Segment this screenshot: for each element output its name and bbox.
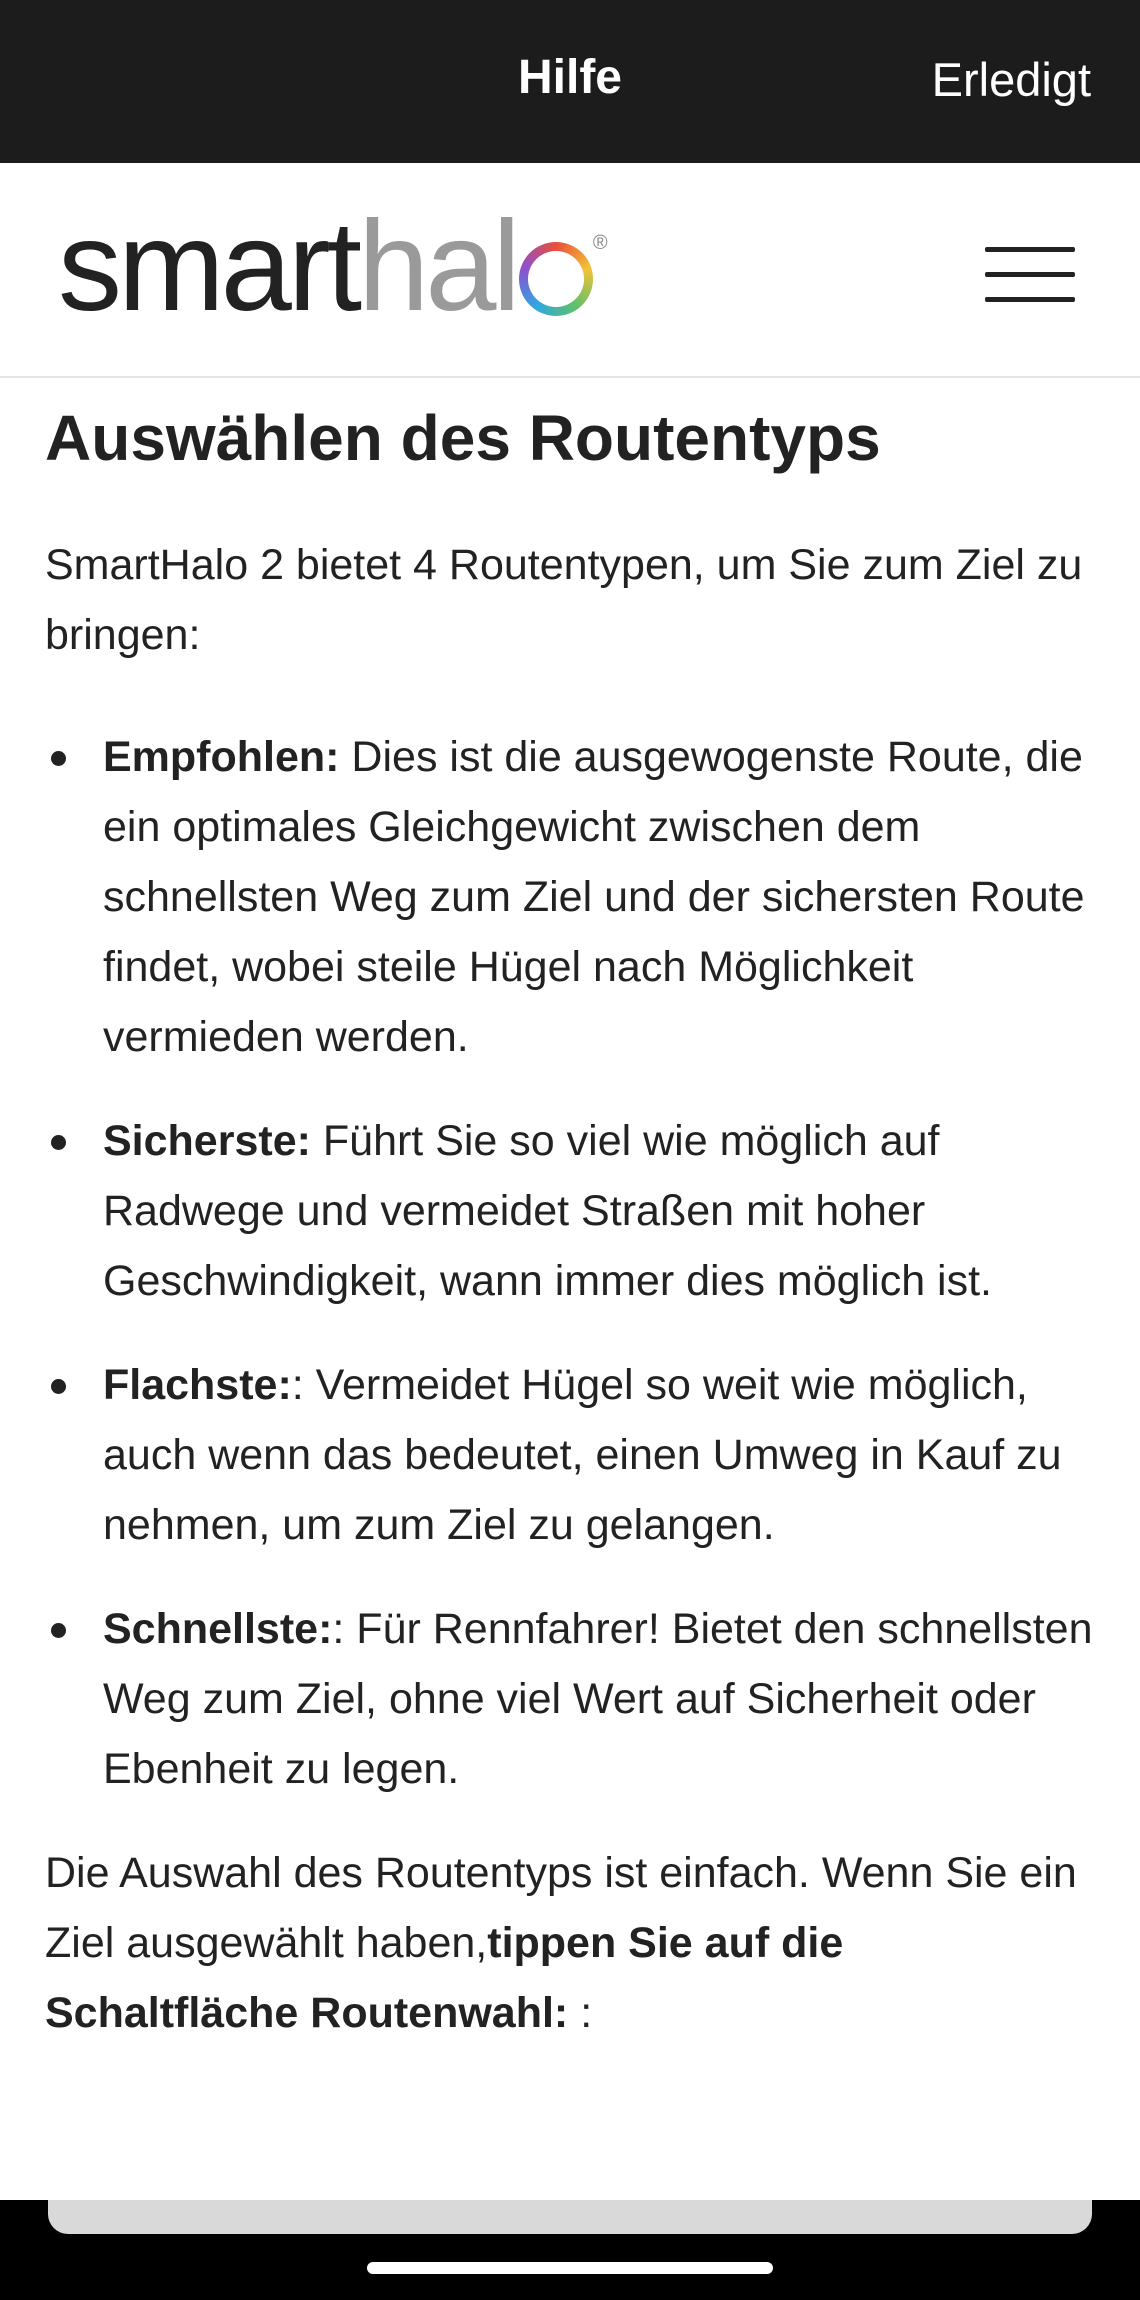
list-item — [45, 1350, 1095, 1560]
done-button[interactable]: Erledigt — [931, 53, 1091, 106]
sheet-bottom-edge — [48, 2200, 1092, 2234]
hamburger-menu-icon[interactable] — [985, 247, 1075, 303]
help-webview — [0, 163, 1140, 2200]
bullet-icon — [51, 1135, 66, 1150]
home-indicator[interactable] — [367, 2262, 773, 2274]
outro-text: Die Auswahl des Routentyps ist einfach. Wenn Sie ein Ziel ausgewählt haben, — [45, 1849, 1077, 1967]
route-term: Empfohlen: — [103, 733, 340, 781]
site-header — [0, 163, 1140, 378]
route-type-list — [45, 722, 1095, 1804]
outro-instruction: tippen Sie auf die Schaltfläche Routenwahl: — [45, 1919, 844, 2037]
bullet-icon — [51, 751, 66, 766]
route-description: : Vermeidet Hügel so weit wie möglich, auch wenn das bedeutet, einen Umweg in Kauf zu nehmen, um zum Ziel zu gelangen. — [103, 1361, 1062, 1549]
logo-halo-ring — [519, 242, 593, 316]
route-term: Flachste: — [103, 1361, 292, 1409]
bullet-icon — [51, 1379, 66, 1394]
logo-text-smart: smart — [58, 195, 358, 338]
list-item — [45, 1594, 1095, 1804]
logo-registered-mark: ® — [592, 232, 608, 254]
logo-text-halo: hal — [358, 195, 517, 338]
navigation-bar — [0, 0, 1140, 163]
route-term: Sicherste: — [103, 1117, 311, 1165]
article-content — [0, 378, 1140, 2048]
smarthalo-logo[interactable] — [58, 195, 608, 338]
outro-tail: : — [568, 1989, 593, 2037]
intro-paragraph: SmartHalo 2 bietet 4 Routentypen, um Sie zum Ziel zu bringen: — [45, 541, 1083, 659]
list-item — [45, 1106, 1095, 1316]
outro-paragraph — [45, 1838, 1095, 2048]
nav-title: Hilfe — [517, 51, 622, 104]
list-item — [45, 722, 1095, 1072]
route-description: Dies ist die ausgewogenste Route, die ein optimales Gleichgewicht zwischen dem schnellsten Weg zum Ziel und der sichersten Route findet, wobei steile Hügel nach Möglichkeit vermieden werden. — [103, 733, 1085, 1061]
bullet-icon — [51, 1623, 66, 1638]
route-description: : Für Rennfahrer! Bietet den schnellsten Weg zum Ziel, ohne viel Wert auf Sicherheit oder Ebenheit zu legen. — [103, 1605, 1093, 1793]
route-description: Führt Sie so viel wie möglich auf Radwege und vermeidet Straßen mit hoher Geschwindigkeit, wann immer dies möglich ist. — [103, 1117, 992, 1305]
article-heading: Auswählen des Routentyps — [45, 402, 881, 474]
route-term: Schnellste: — [103, 1605, 333, 1653]
